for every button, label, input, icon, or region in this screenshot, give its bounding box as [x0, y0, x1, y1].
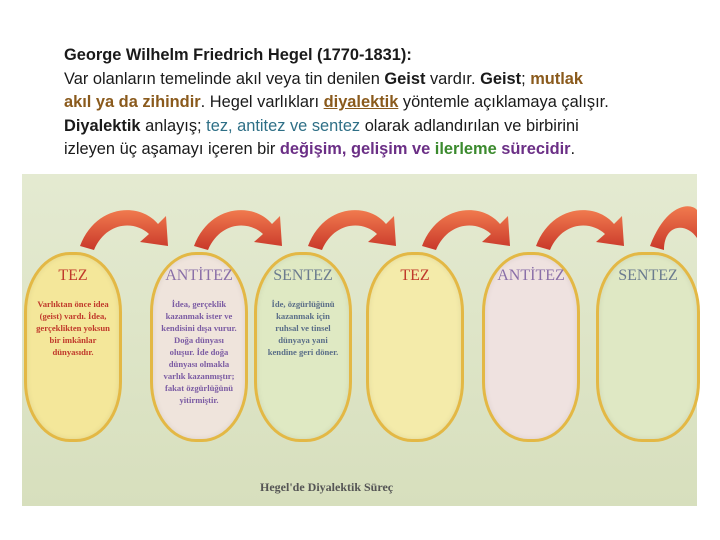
ilerleme-term: ilerleme: [434, 140, 497, 159]
text-segment: olarak adlandırılan ve birbirini: [360, 116, 579, 135]
text-segment: Var olanların temelinde akıl veya tin denilen: [64, 69, 385, 88]
stage-description: Varlıktan önce idea (geist) vardı. İdea, gerçeklikten yoksun bir imkânlar dünyasıdır.: [36, 299, 110, 357]
paragraph-line-3: [64, 91, 704, 115]
dialectic-process-figure: [22, 174, 697, 506]
curved-arrow-icon: [536, 210, 624, 250]
text-segment: vardır.: [425, 69, 481, 88]
curved-arrow-icon: [422, 210, 510, 250]
text-segment: anlayış;: [140, 116, 207, 135]
tez-antitez-sentez-term: tez, antitez ve sentez: [206, 116, 361, 135]
text-segment: ve: [407, 140, 435, 159]
curved-arrows: [22, 174, 697, 264]
curved-arrow-icon: [194, 210, 282, 250]
stage-description: İde, özgürlüğünü kazanmak için ruhsal ve tinsel dünyaya yani kendine geri döner.: [267, 299, 339, 357]
diyalektik-term: diyalektik: [323, 93, 399, 112]
geist-term: Geist: [384, 69, 426, 88]
figure-caption: Hegel'de Diyalektik Süreç: [260, 480, 394, 494]
stage-title: SENTEZ: [273, 267, 333, 284]
stage-tez-2: [366, 252, 464, 442]
mutlak-term: mutlak: [530, 69, 584, 88]
paragraph-line-4: [64, 115, 704, 139]
akil-zihin-term: akıl ya da zihindir: [64, 93, 201, 112]
stage-title: ANTİTEZ: [497, 267, 565, 284]
hegel-paragraph: [64, 44, 704, 162]
curved-arrow-icon: [308, 210, 396, 250]
stage-sentez-1: [254, 252, 352, 442]
degisim-gelisim-term: değişim, gelişim: [279, 140, 408, 159]
stage-title: TEZ: [58, 267, 88, 284]
stage-title: SENTEZ: [618, 267, 678, 284]
text-segment: . Hegel varlıkları: [200, 93, 324, 112]
stage-antitez-2: [482, 252, 580, 442]
stage-title: TEZ: [400, 267, 430, 284]
diyalektik-bold-term: Diyalektik: [64, 116, 141, 135]
hegel-heading: George Wilhelm Friedrich Hegel (1770-1831):: [64, 46, 412, 64]
text-segment: .: [570, 140, 576, 159]
text-segment: ;: [521, 69, 531, 88]
text-segment: izleyen üç aşamayı içeren bir: [64, 140, 280, 159]
paragraph-line-5: [64, 138, 704, 162]
stage-title: ANTİTEZ: [165, 267, 233, 284]
stage-tez-1: [24, 252, 122, 442]
surecidir-term: sürecidir: [496, 140, 571, 159]
curved-arrow-icon: [80, 210, 168, 250]
stage-sentez-2: [596, 252, 700, 442]
stage-description: İdea, gerçeklik kazanmak ister ve kendisini dışa vurur. Doğa dünyası oluşur. İde doğa dünyası olmakla varlık kazanmıştır; fakat özgürlüğünü yitirmiştir.: [161, 299, 237, 405]
curved-arrow-icon: [650, 206, 697, 250]
stage-antitez-1: [150, 252, 248, 442]
paragraph-line-2: [64, 68, 704, 92]
geist-term-2: Geist: [480, 69, 522, 88]
text-segment: yöntemle açıklamaya çalışır.: [398, 93, 609, 112]
